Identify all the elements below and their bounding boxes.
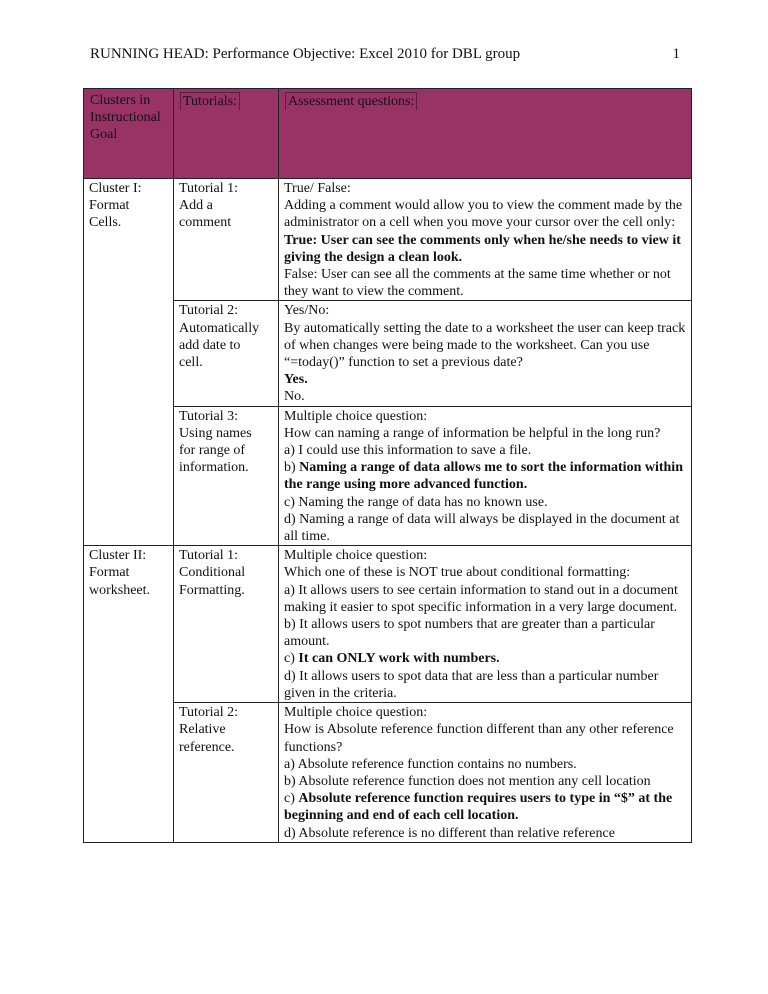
tutorial-name-line: comment — [179, 215, 232, 231]
correct-answer-text: True: User can see the comments only when he/she needs to view it giving the design a clean look. — [284, 232, 681, 265]
tutorial-name-line: Conditional — [179, 565, 246, 581]
page-number: 1 — [672, 46, 680, 62]
tutorial-name-line: Formatting. — [179, 582, 245, 598]
tutorial-name-line: Tutorial 3: — [179, 408, 238, 424]
cluster-name-line: worksheet. — [89, 582, 151, 598]
question-text: d) It allows users to spot data that are less than a particular number given in the criteria. — [284, 668, 659, 701]
table-row — [84, 703, 692, 843]
question-line — [284, 388, 686, 405]
question-line — [284, 582, 686, 616]
question-text: b) Absolute reference function does not mention any cell location — [284, 773, 651, 789]
question-line — [284, 197, 686, 231]
question-text: False: User can see all the comments at the same time whether or not they want to view the comment. — [284, 267, 671, 300]
question-line — [284, 547, 686, 564]
option-letter: c) — [284, 651, 299, 667]
tutorial-name-line: add date to — [179, 337, 241, 353]
assessment-cell — [279, 179, 692, 301]
question-text: d) Absolute reference is no different than relative reference — [284, 825, 615, 841]
correct-answer-text: Absolute reference function requires users to type in “$” at the beginning and end of each cell location. — [284, 791, 673, 824]
correct-answer-text: Naming a range of data allows me to sort the information within the range using more advanced function. — [284, 460, 683, 493]
question-line — [284, 668, 686, 702]
tutorial-name-line: Using names — [179, 425, 252, 441]
table-row — [84, 546, 692, 703]
question-text: b) It allows users to spot numbers that are greater than a particular amount. — [284, 617, 655, 650]
cluster-cell — [84, 179, 174, 546]
question-text: Adding a comment would allow you to view the comment made by the administrator on a cell when you move your cursor over the cell only: — [284, 198, 683, 231]
cluster-name-line: Format — [89, 198, 130, 214]
assessment-cell — [279, 301, 692, 406]
question-line — [284, 442, 686, 459]
question-line — [284, 825, 686, 842]
header-clusters-line: Goal — [90, 127, 118, 143]
question-line — [284, 704, 686, 721]
question-line — [284, 408, 686, 425]
tutorial-name-line: Tutorial 2: — [179, 705, 238, 721]
question-line — [284, 756, 686, 773]
question-text: a) It allows users to see certain information to stand out in a document making it easier to spot specific information in a very large document. — [284, 582, 678, 615]
tutorial-name-line: reference. — [179, 739, 235, 755]
question-text: How can naming a range of information be helpful in the long run? — [284, 425, 661, 441]
table-body — [84, 179, 692, 843]
assessment-table — [83, 88, 692, 843]
answer-correct — [284, 371, 686, 388]
question-line — [284, 320, 686, 372]
table-row — [84, 179, 692, 301]
assessment-cell — [279, 546, 692, 703]
question-text: a) I could use this information to save a file. — [284, 443, 532, 459]
question-line — [284, 773, 686, 790]
question-text: Multiple choice question: — [284, 408, 428, 424]
tutorial-name-line: Tutorial 2: — [179, 303, 238, 319]
cluster-cell — [84, 546, 174, 842]
header-assessment — [279, 89, 692, 179]
tutorial-cell — [174, 179, 279, 301]
question-text: Yes/No: — [284, 303, 330, 319]
option-letter: c) — [284, 791, 299, 807]
header-clusters — [84, 89, 174, 179]
running-head — [90, 44, 680, 64]
tutorial-name-line: Add a — [179, 198, 213, 214]
cluster-name-line: Cluster II: — [89, 548, 147, 564]
correct-answer-text: It can ONLY work with numbers. — [298, 651, 500, 667]
question-text: d) Naming a range of data will always be displayed in the document at all time. — [284, 511, 680, 545]
question-line — [284, 494, 686, 511]
answer-correct — [284, 459, 686, 493]
tutorial-name-line: Tutorial 1: — [179, 548, 238, 564]
header-clusters-line: Instructional — [90, 110, 161, 126]
tutorial-name-line: Tutorial 1: — [179, 181, 238, 196]
header-clusters-line: Clusters in — [90, 93, 151, 108]
table-row — [84, 301, 692, 406]
answer-correct — [284, 232, 686, 266]
cluster-name-line: Cells. — [89, 215, 122, 231]
question-text: Multiple choice question: — [284, 705, 428, 721]
question-line — [284, 511, 686, 545]
question-text: Multiple choice question: — [284, 548, 428, 564]
option-letter: b) — [284, 460, 300, 476]
tutorial-cell — [174, 703, 279, 843]
question-line — [284, 616, 686, 650]
question-text: By automatically setting the date to a worksheet the user can keep track of when changes were being made to the worksheet. Can you use “=today()” function to set a previous date? — [284, 320, 686, 371]
question-line — [284, 180, 686, 197]
running-head-title: RUNNING HEAD: Performance Objective: Excel 2010 for DBL group — [90, 46, 521, 62]
question-text: Which one of these is NOT true about conditional formatting: — [284, 565, 631, 581]
cluster-name-line: Format — [89, 565, 130, 581]
question-line — [284, 564, 686, 581]
tutorial-name-line: cell. — [179, 355, 203, 371]
tutorial-name-line: information. — [179, 460, 249, 476]
question-text: a) Absolute reference function contains no numbers. — [284, 756, 577, 772]
cluster-name-line: Cluster I: — [89, 181, 142, 196]
header-tutorials — [174, 89, 279, 179]
assessment-cell — [279, 406, 692, 546]
question-text: True/ False: — [284, 181, 351, 196]
question-text: No. — [284, 389, 305, 405]
tutorial-cell — [174, 406, 279, 546]
assessment-cell — [279, 703, 692, 843]
table-header-row — [84, 89, 692, 179]
header-tutorials-label: Tutorials: — [180, 92, 240, 110]
tutorial-name-line: Automatically — [179, 320, 260, 336]
question-line — [284, 425, 686, 442]
question-line — [284, 266, 686, 300]
tutorial-name-line: for range of — [179, 443, 246, 459]
question-text: How is Absolute reference function different than any other reference functions? — [284, 722, 674, 755]
question-line — [284, 302, 686, 319]
tutorial-cell — [174, 546, 279, 703]
tutorial-cell — [174, 301, 279, 406]
answer-correct — [284, 650, 686, 667]
tutorial-name-line: Relative — [179, 722, 226, 738]
answer-correct — [284, 790, 686, 824]
question-text: c) Naming the range of data has no known use. — [284, 494, 548, 510]
correct-answer-text: Yes. — [284, 372, 308, 388]
header-assessment-label: Assessment questions: — [285, 92, 417, 110]
table-row — [84, 406, 692, 546]
question-line — [284, 721, 686, 755]
